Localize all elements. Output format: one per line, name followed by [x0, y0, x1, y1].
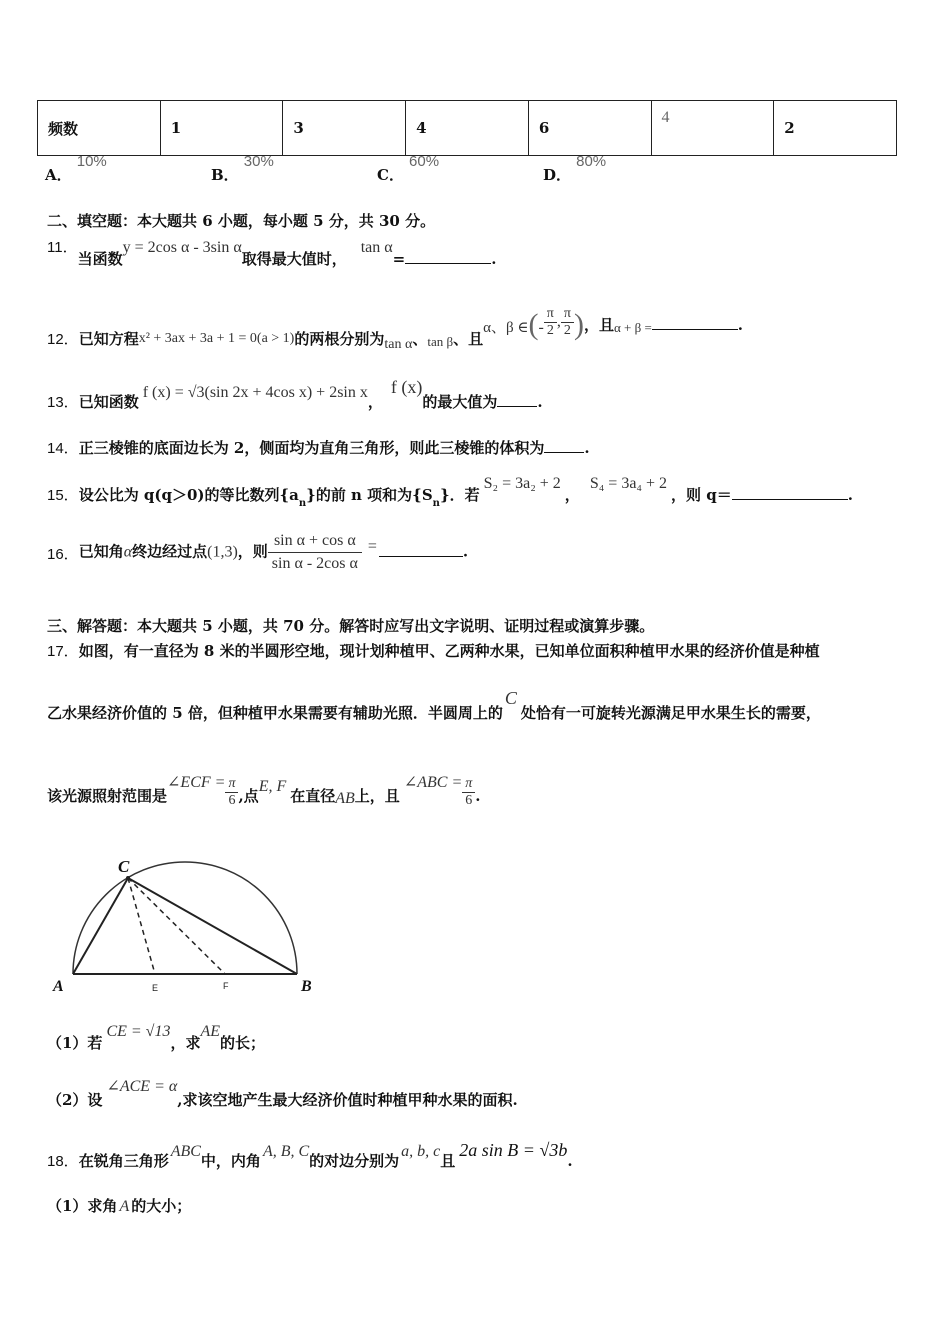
answer-blank[interactable]: [652, 329, 738, 330]
point-c: [126, 876, 130, 880]
formula: x² + 3ax + 3a + 1 = 0(a > 1): [138, 331, 295, 346]
formula: α: [123, 543, 133, 561]
table-cell: 2: [774, 101, 897, 156]
option-letter: D．: [543, 166, 572, 184]
formula: f (x): [390, 377, 423, 397]
option-letter: A．: [45, 166, 72, 184]
table-cell: 4: [406, 101, 529, 156]
formula: S₄ = 3a₄ + 2: [589, 475, 668, 492]
section-heading: 二、填空题：本大题共 6 小题，每小题 5 分，共 30 分。: [47, 212, 436, 230]
question-number: 11．: [47, 239, 78, 256]
semicircle-figure: [40, 850, 330, 1000]
question-12: 12．已知方程x² + 3ax + 3a + 1 = 0(a > 1)的两根分别为tan α、tan β、且α、β ∈(- $\frac{\pi}{2}$ , $\frac{\pi}{2}$ )，且α + β = .: [47, 305, 744, 352]
question-17-sub2: （2）设∠ACE = α,求该空地产生最大经济价值时种植甲种水果的面积.: [47, 1078, 518, 1109]
segment-cb: [128, 878, 297, 974]
fraction: $\frac{\pi}{2}$: [561, 306, 574, 339]
formula: AE: [200, 1023, 221, 1040]
table-cell: 频数: [38, 101, 161, 156]
option-value: 60%: [409, 153, 440, 170]
question-17-line3: 该光源照射范围是∠ECF = $\frac{\pi}{6}$ ,点E, F在直径AB上，且∠ABC = $\frac{\pi}{6}$ .: [47, 773, 481, 808]
segment-ac: [73, 878, 128, 974]
question-11: 11．当函数y = 2cos α - 3sin α取得最大值时，tan α= .: [47, 239, 497, 268]
option-d[interactable]: [543, 150, 607, 184]
table-cell: 1: [160, 101, 283, 156]
table-row: [38, 101, 897, 156]
table-cell: 4: [651, 101, 774, 156]
label-a: A: [53, 978, 64, 995]
fraction: $\frac{\pi}{2}$: [544, 306, 557, 339]
formula: S₂ = 3a₂ + 2: [483, 475, 561, 492]
formula: α + β =: [613, 320, 652, 335]
formula: y = 2cos α - 3sin α: [122, 239, 242, 256]
formula: 2a sin B = √3b: [459, 1140, 568, 1160]
question-number: 17．: [47, 643, 79, 660]
formula: ∠ECF =: [167, 773, 226, 791]
question-number: 16．: [47, 545, 79, 563]
formula: ABC: [170, 1143, 201, 1160]
question-number: 18．: [47, 1153, 79, 1170]
frequency-table: [37, 100, 897, 156]
question-18-sub1: （1）求角 A 的大小；: [47, 1197, 192, 1215]
label-c: C: [118, 857, 130, 876]
formula: E, F: [258, 777, 287, 795]
label-f: F: [223, 981, 229, 991]
formula: (1,3): [207, 543, 238, 561]
answer-blank[interactable]: [497, 406, 537, 407]
option-value: 10%: [76, 153, 107, 170]
question-17-line2: 乙水果经济价值的 5 倍，但种植甲水果需要有辅助光照．半圆周上的C处恰有一可旋转光源满足甲水果生长的需要，: [47, 688, 821, 722]
formula: f (x) = √3(sin 2x + 4cos x) + 2sin x: [142, 384, 368, 401]
question-number: 14．: [47, 440, 79, 457]
table-cell: 3: [283, 101, 406, 156]
fraction: $\frac{\pi}{6}$: [462, 776, 475, 809]
section-heading: 三、解答题：本大题共 5 小题，共 70 分。解答时应写出文字说明、证明过程或演算步骤。: [47, 617, 655, 635]
formula: tan β: [427, 334, 454, 349]
label-b: B: [301, 978, 312, 995]
question-13: 13．已知函数f (x) = √3(sin 2x + 4cos x) + 2sin x，f (x)的最大值为 .: [47, 377, 543, 411]
question-18: 18．在锐角三角形ABC中，内角A, B, C的对边分别为a, b, c且2a sin B = √3b.: [47, 1140, 573, 1170]
table-cell: 6: [528, 101, 651, 156]
formula: CE = √13: [106, 1023, 171, 1040]
formula: ∠ACE = α: [106, 1078, 178, 1095]
option-b[interactable]: [211, 150, 274, 184]
formula: A, B, C: [262, 1143, 310, 1160]
formula: tan α: [384, 337, 413, 352]
question-14: 14．正三棱锥的底面边长为 2，侧面均为直角三角形，则此三棱锥的体积为 .: [47, 439, 590, 457]
formula: ∠ABC =: [403, 773, 463, 791]
semicircle-arc: [73, 862, 297, 974]
segment-cf: [128, 878, 225, 974]
answer-blank[interactable]: [732, 499, 848, 500]
fraction: $\frac{\text{sin α + cos α}}{\text{sin α - 2cos α}}$: [268, 530, 362, 575]
answer-blank[interactable]: [379, 556, 463, 557]
question-16: 16．已知角α终边经过点(1,3)，则 $\frac{\text{sin α + cos α}}{\text{sin α - 2cos α}}$ = .: [47, 530, 468, 575]
option-letter: B．: [211, 166, 239, 184]
question-17-sub1: （1）若CE = √13，求AE的长；: [47, 1023, 266, 1052]
formula: AB: [335, 789, 355, 807]
formula: A: [119, 1198, 130, 1215]
option-value: 30%: [243, 153, 274, 170]
formula: a, b, c: [401, 1143, 441, 1160]
option-c[interactable]: [377, 150, 440, 184]
fraction: $\frac{\pi}{6}$: [225, 776, 238, 809]
option-value: 80%: [576, 153, 607, 170]
formula: tan α: [360, 239, 393, 256]
formula: α、β ∈: [483, 320, 529, 336]
answer-blank[interactable]: [405, 263, 491, 264]
question-number: 13．: [47, 394, 79, 411]
question-number: 15．: [47, 487, 79, 504]
formula: C: [504, 688, 517, 708]
answer-blank[interactable]: [544, 452, 584, 453]
label-e: E: [152, 983, 159, 993]
question-17-line1: 17．如图，有一直径为 8 米的半圆形空地，现计划种植甲、乙两种水果，已知单位面积种植甲水果的经济价值是种植: [47, 642, 820, 660]
option-letter: C．: [377, 166, 404, 184]
option-a[interactable]: [45, 150, 107, 184]
question-15: 15．设公比为 q(q＞0)的等比数列$\{a_n\}$的前 n 项和为$\{S_n\}$．若S₂ = 3a₂ + 2，S₄ = 3a₄ + 2，则 q＝ .: [47, 475, 853, 509]
question-number: 12．: [47, 331, 79, 348]
